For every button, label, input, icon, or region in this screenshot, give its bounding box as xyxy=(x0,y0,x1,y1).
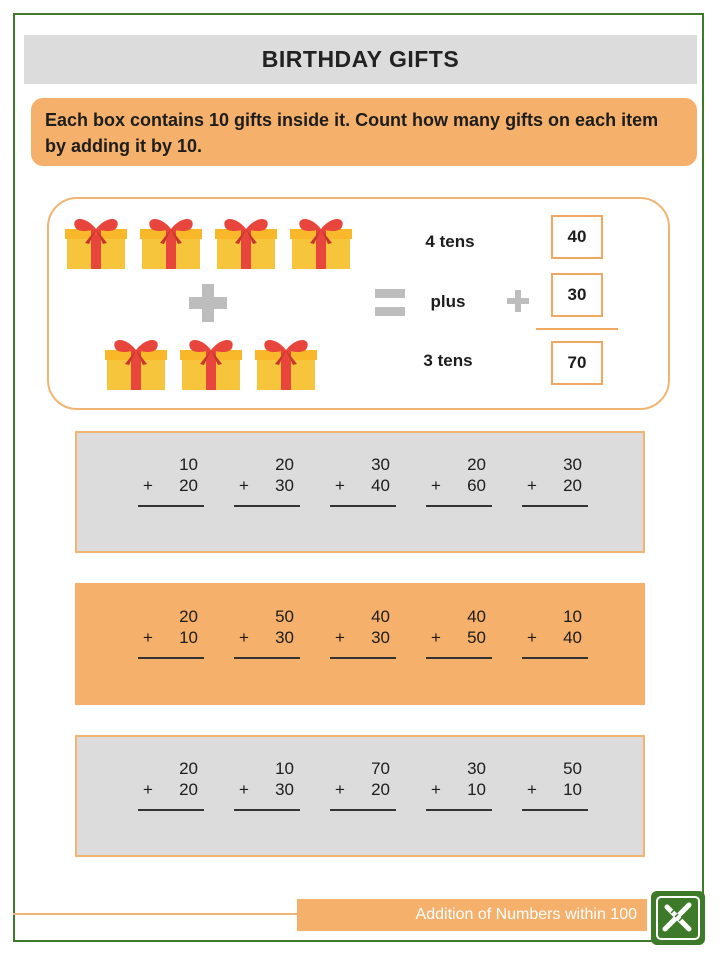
addition-problem xyxy=(234,607,302,661)
problem-bottom-number: 20 xyxy=(179,780,198,799)
problem-bottom-number: 50 xyxy=(467,628,486,647)
problem-bottom-number: 40 xyxy=(563,628,582,647)
problem-operator: + xyxy=(335,780,345,799)
problem-operator: + xyxy=(143,476,153,495)
example-label-tens-1: 4 tens xyxy=(425,232,475,251)
answer-line[interactable] xyxy=(234,657,300,659)
page-title: BIRTHDAY GIFTS xyxy=(261,46,460,72)
problem-bottom-number: 30 xyxy=(275,780,294,799)
addition-problem xyxy=(426,455,494,509)
example-label-tens-2: 3 tens xyxy=(423,351,473,370)
addition-problem xyxy=(330,607,398,661)
problem-bottom-number: 10 xyxy=(467,780,486,799)
problem-operator: + xyxy=(431,628,441,647)
addition-problem xyxy=(234,759,302,813)
problem-operator: + xyxy=(143,628,153,647)
answer-line[interactable] xyxy=(138,657,204,659)
problem-top-number: 20 xyxy=(467,455,486,474)
addition-problem xyxy=(330,759,398,813)
addition-problem xyxy=(234,455,302,509)
problem-top-number: 20 xyxy=(275,455,294,474)
problem-operator: + xyxy=(239,628,249,647)
example-addend-1: 40 xyxy=(551,215,603,259)
problem-top-number: 30 xyxy=(467,759,486,778)
answer-line[interactable] xyxy=(234,505,300,507)
problem-bottom-number: 40 xyxy=(371,476,390,495)
gift-box-icon xyxy=(136,213,206,271)
answer-line[interactable] xyxy=(330,657,396,659)
addition-problem xyxy=(330,455,398,509)
problem-bottom-number: 60 xyxy=(467,476,486,495)
addition-problem xyxy=(522,607,590,661)
footer-line xyxy=(13,913,303,915)
example-sum: 70 xyxy=(551,341,603,385)
answer-line[interactable] xyxy=(330,809,396,811)
problem-top-number: 30 xyxy=(371,455,390,474)
addition-problem xyxy=(138,607,206,661)
plus-icon xyxy=(189,284,227,322)
example-label-plus: plus xyxy=(430,292,466,311)
pencil-ruler-logo-icon xyxy=(651,891,705,945)
gift-box-icon xyxy=(176,334,246,392)
gift-box-icon xyxy=(286,213,356,271)
addition-problem xyxy=(426,607,494,661)
equals-icon xyxy=(375,289,405,316)
problem-operator: + xyxy=(335,476,345,495)
problem-bottom-number: 10 xyxy=(179,628,198,647)
answer-line[interactable] xyxy=(522,809,588,811)
title-bar xyxy=(24,35,697,84)
problem-top-number: 10 xyxy=(275,759,294,778)
gift-box-icon xyxy=(101,334,171,392)
problem-operator: + xyxy=(239,780,249,799)
answer-line[interactable] xyxy=(426,657,492,659)
addition-problem xyxy=(426,759,494,813)
problem-operator: + xyxy=(431,780,441,799)
problem-top-number: 40 xyxy=(371,607,390,626)
problem-top-number: 40 xyxy=(467,607,486,626)
addition-problem xyxy=(138,455,206,509)
footer-tab xyxy=(297,899,647,931)
problem-bottom-number: 20 xyxy=(179,476,198,495)
problem-bottom-number: 30 xyxy=(371,628,390,647)
addition-problem xyxy=(522,455,590,509)
problem-top-number: 50 xyxy=(275,607,294,626)
addition-problem xyxy=(522,759,590,813)
problem-top-number: 30 xyxy=(563,455,582,474)
problem-bottom-number: 20 xyxy=(563,476,582,495)
gift-box-icon xyxy=(61,213,131,271)
sum-line xyxy=(536,328,618,330)
problem-top-number: 20 xyxy=(179,607,198,626)
answer-line[interactable] xyxy=(138,505,204,507)
answer-line[interactable] xyxy=(138,809,204,811)
problem-operator: + xyxy=(335,628,345,647)
problem-operator: + xyxy=(527,780,537,799)
problem-bottom-number: 30 xyxy=(275,628,294,647)
addition-problem xyxy=(138,759,206,813)
answer-line[interactable] xyxy=(426,809,492,811)
problem-operator: + xyxy=(143,780,153,799)
problem-operator: + xyxy=(431,476,441,495)
problem-bottom-number: 30 xyxy=(275,476,294,495)
plus-icon xyxy=(507,290,529,312)
problem-top-number: 20 xyxy=(179,759,198,778)
problem-top-number: 50 xyxy=(563,759,582,778)
example-addend-2: 30 xyxy=(551,273,603,317)
problem-bottom-number: 20 xyxy=(371,780,390,799)
instruction-text: Each box contains 10 gifts inside it. Count how many gifts on each item by adding it by 10. xyxy=(45,110,659,156)
answer-line[interactable] xyxy=(522,657,588,659)
answer-line[interactable] xyxy=(522,505,588,507)
problem-top-number: 70 xyxy=(371,759,390,778)
problem-operator: + xyxy=(239,476,249,495)
problem-top-number: 10 xyxy=(179,455,198,474)
answer-line[interactable] xyxy=(330,505,396,507)
problem-operator: + xyxy=(527,628,537,647)
answer-line[interactable] xyxy=(426,505,492,507)
gift-box-icon xyxy=(251,334,321,392)
answer-line[interactable] xyxy=(234,809,300,811)
instruction-box xyxy=(31,98,697,166)
problem-operator: + xyxy=(527,476,537,495)
gift-box-icon xyxy=(211,213,281,271)
problem-bottom-number: 10 xyxy=(563,780,582,799)
problem-top-number: 10 xyxy=(563,607,582,626)
footer-text: Addition of Numbers within 100 xyxy=(415,906,637,923)
